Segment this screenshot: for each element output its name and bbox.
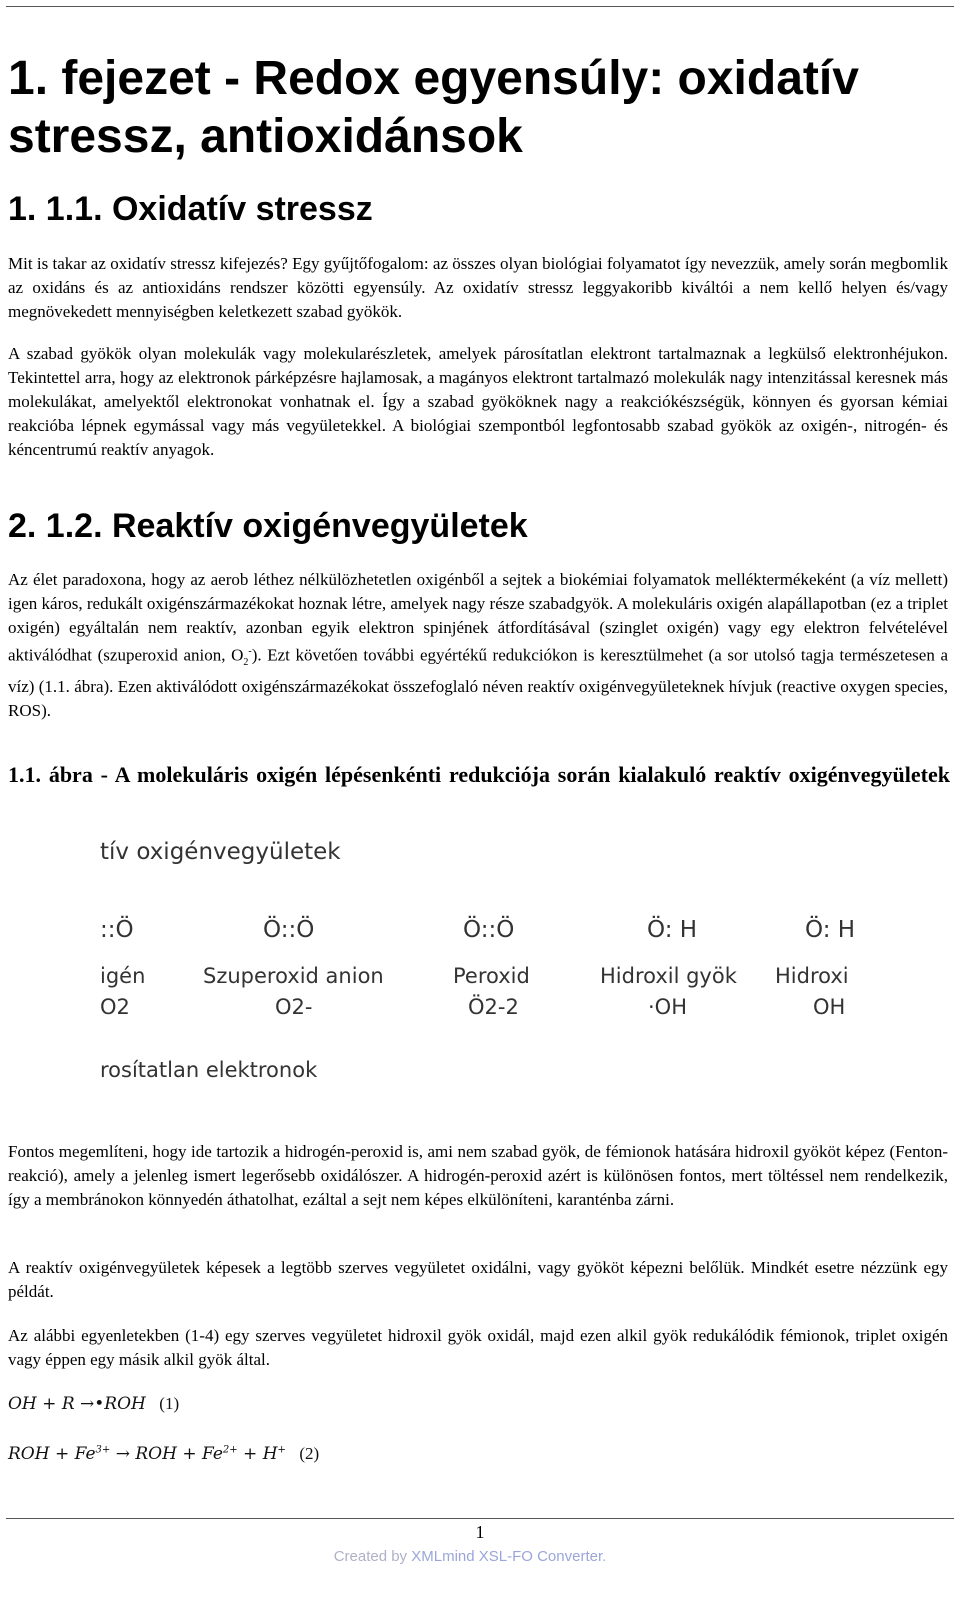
eq1-arrow: → <box>80 1394 95 1414</box>
credit-suffix: . <box>602 1548 607 1565</box>
paragraph-1: Mit is takar az oxidatív stressz kifejezés? Egy gyűjtőfogalom: az összes olyan biológiai folyamatot így nevezzük, amely során megbomlik az oxidáns és az antioxidáns rendszer közötti egyensúly. Az oxidatív stressz leggyakoribb kiváltói a nem kellő helyen és/vagy megnövekedett mennyiségben keletkezett szabad gyökök. <box>8 254 948 321</box>
eq2-arrow: → <box>115 1444 130 1464</box>
species-1-structure: ::Ö <box>100 917 134 943</box>
paragraph-2: A szabad gyökök olyan molekulák vagy molekularészletek, amelyek párosítatlan elektront tartalmaznak a legkülső elektronhéjukon. Tekintettel arra, hogy az elektronok párképzésre hajlamosak, a magányos elektront tartalmazó molekulák nagy intenzitással keresnek más molekulákat, amelyektől elektronokat vonhatnak el. Így a szabad gyököknek nagy a reakciókészségük, könnyen és gyorsan kémiai reakcióba lépnek egymással vagy más vegyületekkel. A biológiai szempontból legfontosabb szabad gyökök az oxigén-, nitrogén- és kéncentrumú reaktív anyagok. <box>8 344 948 459</box>
ros-figure <box>100 832 856 1102</box>
generator-credit <box>0 1548 940 1565</box>
species-2-formula: O2- <box>275 995 313 1019</box>
species-3-name: Peroxid <box>453 964 530 988</box>
section-heading-2: 2. 1.2. Reaktív oxigénvegyületek <box>8 507 528 545</box>
credit-prefix: Created by <box>333 1548 412 1565</box>
paragraph-3 <box>8 568 948 723</box>
eq2-term-a: ROH + Fe <box>8 1444 96 1464</box>
paragraph-5: A reaktív oxigénvegyületek képesek a legtöbb szerves vegyületet oxidálni, vagy gyököt képezni belőlük. Mindkét esetre nézzünk egy példát. <box>8 1258 948 1301</box>
species-3-structure: Ö::Ö <box>463 917 515 943</box>
paragraph-6: Az alábbi egyenletekben (1-4) egy szerves vegyületet hidroxil gyök oxidál, majd ezen alkil gyök redukálódik fémionok, triplet oxigén vagy éppen egy másik alkil gyök által. <box>8 1326 948 1369</box>
o2-subscript: 2 <box>243 657 249 669</box>
page-number: 1 <box>475 1522 485 1542</box>
paragraph-3-part-a: Az élet paradoxona, hogy az aerob léthez nélkülözhetetlen oxigénből a sejtek a biokémiai folyamatok melléktermékeként (a víz mellett) igen káros, redukált oxigénszármazékokat hoznak létre, amelyek nagy része szabadgyök. A molekuláris oxigén alapállapotban (ez a triplet oxigén) egyáltalán nem reaktív, azonban egyik elektron spinjének átfordításával (szinglet oxigén) vagy egy elektron felvételével aktiválódhat (szuperoxid anion, O <box>8 570 948 665</box>
credit-brand[interactable]: XMLmind XSL-FO Converter <box>411 1548 603 1565</box>
eq2-term-a-charge: 3+ <box>95 1444 111 1456</box>
species-1-name: igén <box>100 964 146 988</box>
chapter-title: 1. fejezet - Redox egyensúly: oxidatív stressz, antioxidánsok <box>8 52 859 163</box>
figure-footer: rosítatlan elektronok <box>100 1058 318 1082</box>
paragraph-4: Fontos megemlíteni, hogy ide tartozik a hidrogén-peroxid is, ami nem szabad gyök, de fémionok hatására hidroxil gyököt képez (Fenton-reakció), amely a jelenleg ismert legerősebb oxidálószer. A hidrogén-peroxid azért is különösen fontos, mert töltéssel nem rendelkezik, így a membránokon könnyedén áthatolhat, ezáltal a sejt nem képes elkülöníteni, karanténba zárni. <box>8 1142 948 1209</box>
species-5-formula: OH <box>813 995 846 1019</box>
eq2-term-b: ROH + Fe <box>135 1444 223 1464</box>
section-heading-1: 1. 1.1. Oxidatív stressz <box>8 190 373 228</box>
species-1-formula: O2 <box>100 995 130 1019</box>
species-5-name: Hidroxi <box>775 964 849 988</box>
eq2-term-c: + H <box>237 1444 278 1464</box>
species-4-formula: ·OH <box>648 995 687 1019</box>
eq2-term-b-charge: 2+ <box>222 1444 238 1456</box>
species-4-structure: Ö: H <box>647 917 698 943</box>
species-3-formula: Ö2-2 <box>468 995 519 1019</box>
figure-header: tív oxigénvegyületek <box>100 839 341 865</box>
species-5-structure: Ö: H <box>805 917 856 943</box>
species-4-name: Hidroxil gyök <box>600 964 737 988</box>
footer-rule <box>6 1518 954 1519</box>
eq2-term-c-charge: + <box>277 1444 286 1456</box>
figure-caption: 1.1. ábra - A molekuláris oxigén lépésenkénti redukciója során kialakuló reaktív oxigénvegyületek <box>8 762 950 787</box>
species-2-name: Szuperoxid anion <box>203 964 384 988</box>
top-rule <box>6 6 954 7</box>
equation-1 <box>8 1394 179 1414</box>
eq1-number: (1) <box>159 1394 180 1413</box>
species-2-structure: Ö::Ö <box>263 917 315 943</box>
o2-superscript: - <box>248 646 252 657</box>
eq1-rhs: •ROH <box>94 1394 146 1414</box>
equation-2 <box>8 1444 319 1464</box>
paragraph-3-part-b: ). Ezt követően további egyértékű redukciókon is keresztülmehet (a sor utolsó tagja természetesen a víz) (1.1. ábra). Ezen aktiválódott oxigénszármazékokat összefoglaló néven reaktív oxigénvegyületeknek hívjuk (reactive oxygen species, ROS). <box>8 645 948 721</box>
eq2-number: (2) <box>299 1444 320 1463</box>
eq1-lhs: OH + R <box>8 1394 75 1414</box>
